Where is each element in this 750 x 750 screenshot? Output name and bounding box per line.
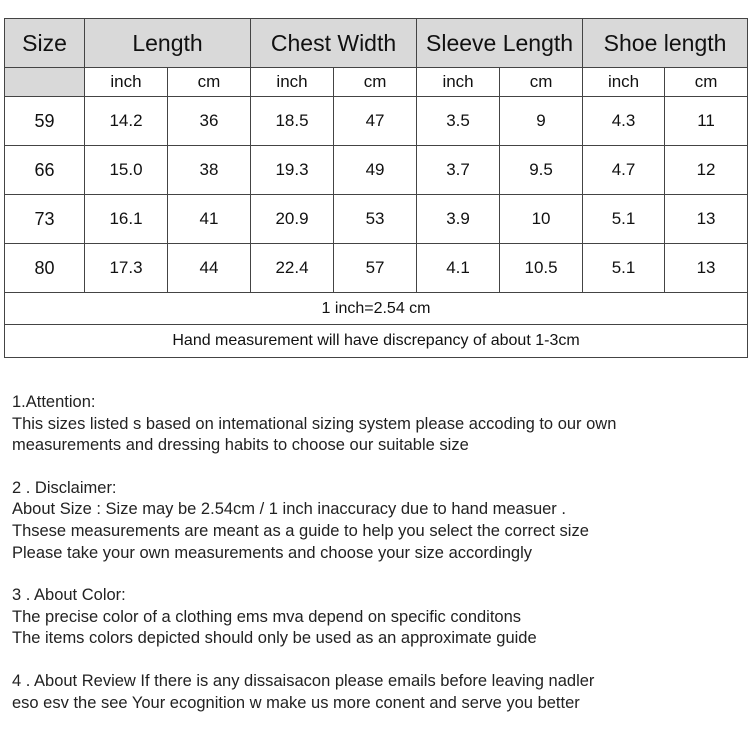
size-cell: 59 [5, 97, 85, 146]
note-title: 3 . About Color: [12, 586, 126, 605]
header-length: Length [85, 19, 251, 68]
unit-cell: inch [251, 68, 334, 97]
table-row [5, 146, 748, 195]
value-cell: 13 [665, 195, 748, 244]
unit-cell: inch [417, 68, 500, 97]
value-cell: 10.5 [500, 244, 583, 293]
value-cell: 12 [665, 146, 748, 195]
value-cell: 53 [334, 195, 417, 244]
note-line: This sizes listed s based on intemational sizing system please accoding to our own [12, 414, 617, 433]
notes-section [12, 392, 737, 735]
unit-cell: inch [583, 68, 665, 97]
size-cell: 73 [5, 195, 85, 244]
unit-cell: cm [168, 68, 251, 97]
measurement-note-row [5, 325, 748, 358]
value-cell: 47 [334, 97, 417, 146]
value-cell: 3.7 [417, 146, 500, 195]
value-cell: 14.2 [85, 97, 168, 146]
value-cell: 9 [500, 97, 583, 146]
table-row [5, 244, 748, 293]
conversion-note-row [5, 293, 748, 325]
value-cell: 16.1 [85, 195, 168, 244]
note-line: eso esv the see Your ecognition w make us more conent and serve you better [12, 693, 580, 712]
value-cell: 57 [334, 244, 417, 293]
note-line: The precise color of a clothing ems mva depend on specific conditons [12, 607, 522, 626]
table-row [5, 195, 748, 244]
value-cell: 36 [168, 97, 251, 146]
size-cell: 80 [5, 244, 85, 293]
header-chest-width: Chest Width [251, 19, 417, 68]
note-line: The items colors depicted should only be used as an approximate guide [12, 629, 537, 648]
unit-cell: cm [665, 68, 748, 97]
note-about-color [12, 585, 737, 650]
value-cell: 4.1 [417, 244, 500, 293]
header-row [5, 19, 748, 68]
value-cell: 49 [334, 146, 417, 195]
note-line: measurements and dressing habits to choose our suitable size [12, 436, 469, 455]
note-line: Please take your own measurements and choose your size accordingly [12, 543, 533, 562]
value-cell: 4.3 [583, 97, 665, 146]
note-title: 1.Attention: [12, 393, 96, 411]
value-cell: 5.1 [583, 195, 665, 244]
value-cell: 9.5 [500, 146, 583, 195]
units-blank-cell [5, 68, 85, 97]
value-cell: 3.9 [417, 195, 500, 244]
header-shoe-length: Shoe length [583, 19, 748, 68]
note-line: About Size : Size may be 2.54cm / 1 inch inaccuracy due to hand measuer . [12, 500, 566, 519]
value-cell: 38 [168, 146, 251, 195]
value-cell: 44 [168, 244, 251, 293]
conversion-note: 1 inch=2.54 cm [5, 293, 748, 325]
value-cell: 4.7 [583, 146, 665, 195]
value-cell: 19.3 [251, 146, 334, 195]
value-cell: 11 [665, 97, 748, 146]
unit-cell: cm [334, 68, 417, 97]
value-cell: 41 [168, 195, 251, 244]
header-sleeve-length: Sleeve Length [417, 19, 583, 68]
size-cell: 66 [5, 146, 85, 195]
value-cell: 20.9 [251, 195, 334, 244]
value-cell: 22.4 [251, 244, 334, 293]
note-line: Thsese measurements are meant as a guide to help you select the correct size [12, 521, 589, 540]
value-cell: 5.1 [583, 244, 665, 293]
unit-cell: inch [85, 68, 168, 97]
note-about-review [12, 671, 737, 714]
value-cell: 17.3 [85, 244, 168, 293]
measurement-note: Hand measurement will have discrepancy of about 1-3cm [5, 325, 748, 358]
value-cell: 13 [665, 244, 748, 293]
value-cell: 15.0 [85, 146, 168, 195]
note-attention [12, 392, 737, 457]
table-row [5, 97, 748, 146]
note-title: 2 . Disclaimer: [12, 478, 117, 497]
value-cell: 10 [500, 195, 583, 244]
note-title: 4 . About Review If there is any dissaisacon please emails before leaving nadler [12, 671, 595, 690]
units-row [5, 68, 748, 97]
note-disclaimer [12, 478, 737, 564]
value-cell: 3.5 [417, 97, 500, 146]
value-cell: 18.5 [251, 97, 334, 146]
header-size: Size [5, 19, 85, 68]
unit-cell: cm [500, 68, 583, 97]
size-chart-table [4, 18, 748, 358]
